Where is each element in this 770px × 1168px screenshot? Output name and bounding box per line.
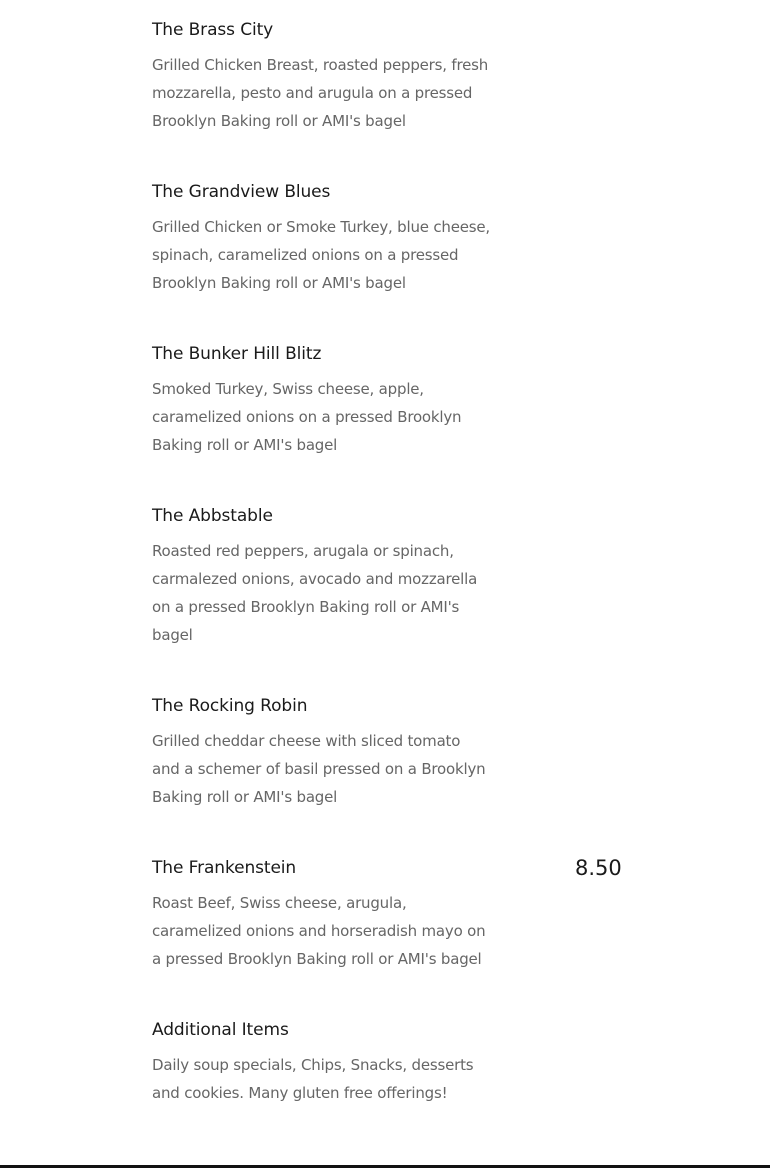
menu-item-name: The Rocking Robin <box>152 696 308 716</box>
menu-item-grandview-blues <box>152 181 632 297</box>
menu-item-brass-city <box>152 19 632 135</box>
menu-item-name: The Abbstable <box>152 506 273 526</box>
menu-item-description: Smoked Turkey, Swiss cheese, apple, caramelized onions on a pressed Brooklyn Baking roll or AMI's bagel <box>152 380 462 454</box>
menu-item-name: The Bunker Hill Blitz <box>152 344 322 364</box>
menu-item-description: Daily soup specials, Chips, Snacks, desserts and cookies. Many gluten free offerings! <box>152 1056 474 1102</box>
menu-item-name: Additional Items <box>152 1020 289 1040</box>
menu-item-description: Roast Beef, Swiss cheese, arugula, caramelized onions and horseradish mayo on a pressed Brooklyn Baking roll or AMI's bagel <box>152 894 486 968</box>
menu-item-bunker-hill-blitz <box>152 343 632 459</box>
menu-item-name: The Grandview Blues <box>152 182 331 202</box>
menu-item-additional-items <box>152 1019 632 1107</box>
menu-item-description: Roasted red peppers, arugala or spinach, carmalezed onions, avocado and mozzarella on a pressed Brooklyn Baking roll or AMI's bagel <box>152 542 478 644</box>
menu-item-price: 8.50 <box>575 856 622 880</box>
menu-item-description: Grilled cheddar cheese with sliced tomato and a schemer of basil pressed on a Brooklyn Baking roll or AMI's bagel <box>152 732 486 806</box>
menu-item-description: Grilled Chicken Breast, roasted peppers, fresh mozzarella, pesto and arugula on a pressed Brooklyn Baking roll or AMI's bagel <box>152 56 489 130</box>
menu-item-rocking-robin <box>152 695 632 811</box>
menu-item-name: The Frankenstein <box>152 858 297 878</box>
menu-item-frankenstein <box>152 857 632 973</box>
menu-item-name: The Brass City <box>152 20 274 40</box>
menu-item-description: Grilled Chicken or Smoke Turkey, blue cheese, spinach, caramelized onions on a pressed Brooklyn Baking roll or AMI's bagel <box>152 218 490 292</box>
menu-item-abbstable <box>152 505 632 649</box>
